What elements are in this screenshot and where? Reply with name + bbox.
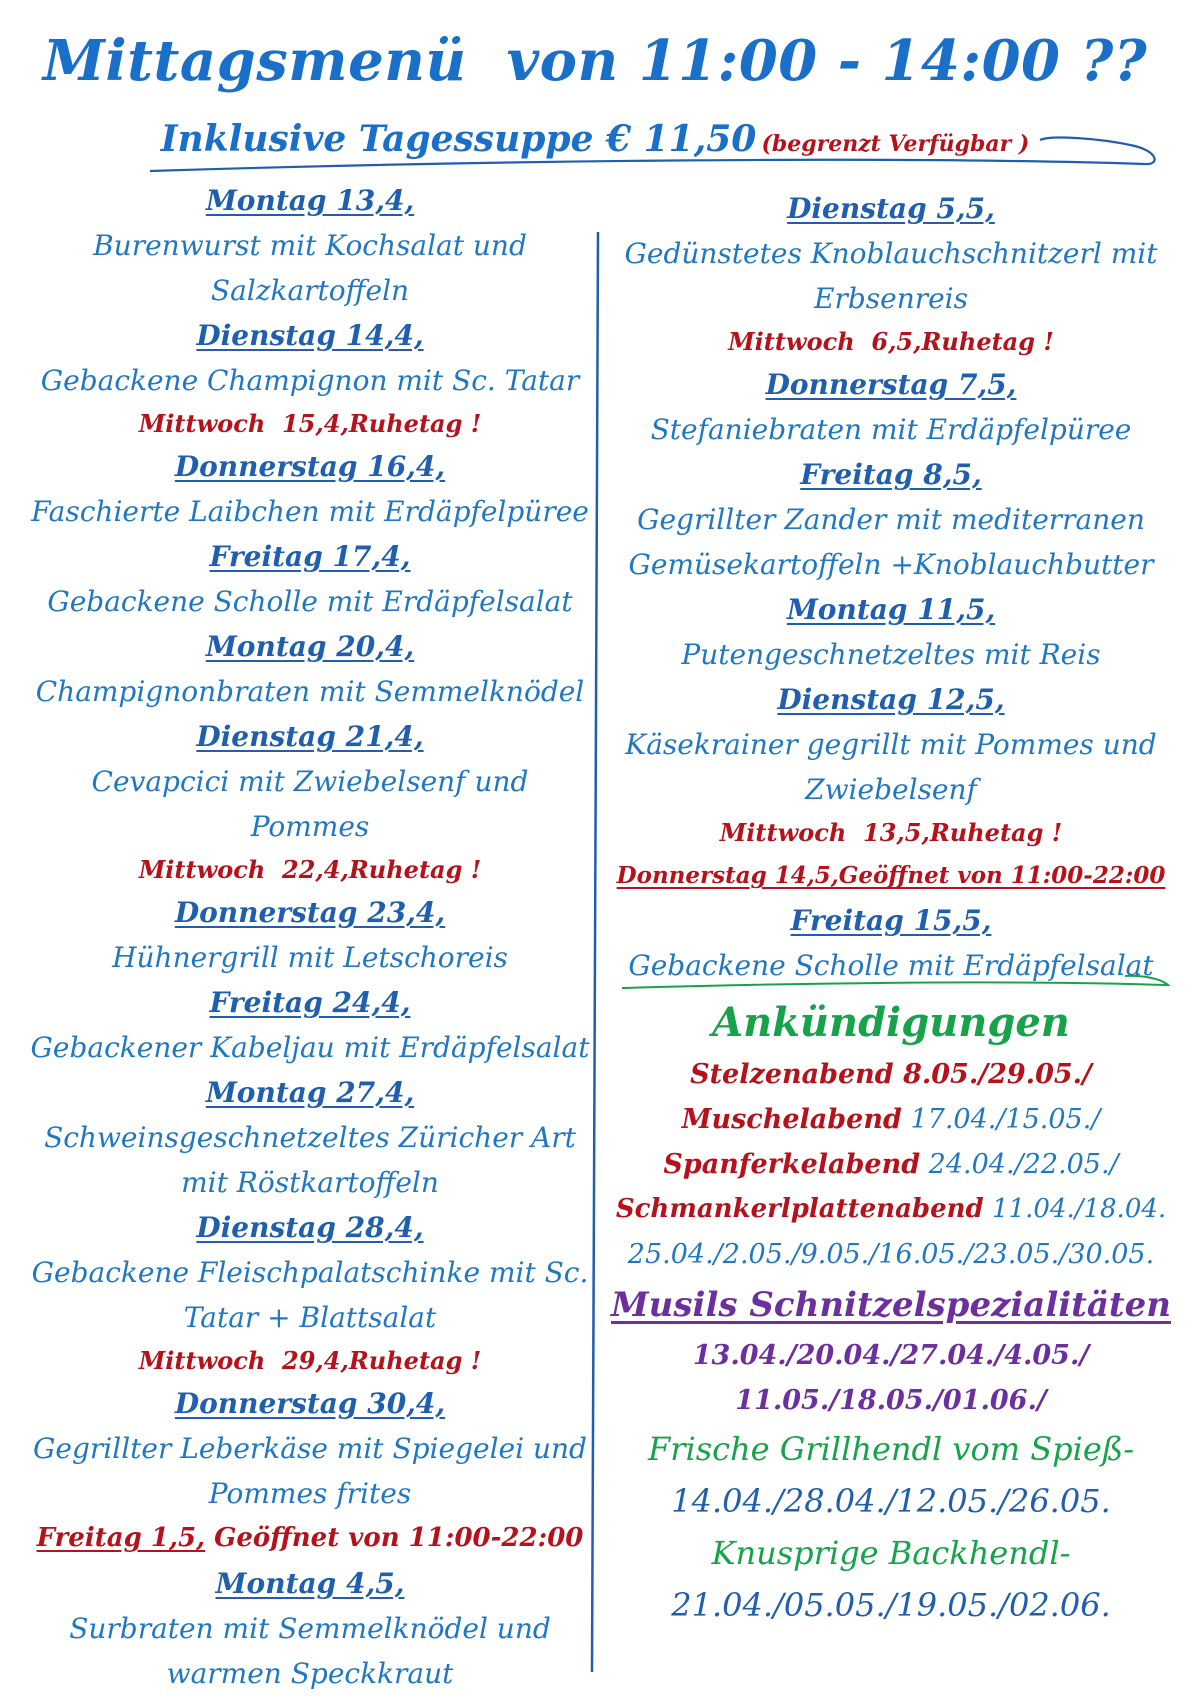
event-name: Stelzenabend 8.05./29.05./	[690, 1059, 1092, 1090]
event-dates: 17.04./15.05./	[901, 1104, 1101, 1135]
dish-text: Putengeschnetzeltes mit Reis	[681, 638, 1101, 671]
dish-text: Gegrillter Zander mit mediterranen Gemüsekartoffeln +Knoblauchbutter	[628, 503, 1154, 581]
day-heading: Dienstag 5,5,	[787, 192, 995, 225]
event-extra-dates: 25.04./2.05./9.05./16.05./23.05./30.05.	[627, 1239, 1155, 1270]
day-heading: Donnerstag 7,5,	[765, 368, 1017, 401]
day-heading: Freitag 17,4,	[209, 540, 411, 573]
day-heading: Montag 11,5,	[786, 593, 996, 626]
day-heading: Donnerstag 30,4,	[174, 1387, 446, 1420]
day-heading: Dienstag 21,4,	[196, 720, 424, 753]
day-heading: Montag 27,4,	[205, 1076, 415, 1109]
dish-text: Hühnergrill mit Letschoreis	[112, 941, 508, 974]
header-swoosh	[150, 138, 1155, 171]
day-heading: Dienstag 28,4,	[196, 1211, 424, 1244]
day-heading: Freitag 8,5,	[800, 458, 982, 491]
day-heading: Dienstag 14,4,	[196, 319, 424, 352]
dish-text: Cevapcici mit Zwiebelsenf und Pommes	[91, 765, 529, 843]
event-name: Schmankerlplattenabend	[615, 1194, 984, 1224]
musil-dates-1: 13.04./20.04./27.04./4.05./	[692, 1340, 1090, 1371]
subtitle-note: (begrenzt Verfügbar )	[761, 131, 1030, 157]
day-heading: Montag 4,5,	[215, 1567, 405, 1600]
event-line	[608, 1187, 1174, 1232]
closed-notice: Mittwoch 15,4,Ruhetag !	[138, 409, 482, 438]
dish-text: Gebackene Champignon mit Sc. Tatar	[40, 364, 580, 397]
day-heading: Donnerstag 23,4,	[174, 896, 446, 929]
dish-text: Gebackene Scholle mit Erdäpfelsalat	[628, 949, 1154, 982]
closed-notice: Mittwoch 29,4,Ruhetag !	[138, 1346, 482, 1375]
announcements-heading: Ankündigungen	[712, 999, 1070, 1046]
musil-dates-2: 11.05./18.05./01.06./	[735, 1385, 1047, 1416]
dish-text: Gebackene Fleischpalatschinke mit Sc. Tatar + Blattsalat	[31, 1256, 589, 1334]
backhendl-dates: 21.04./05.05./19.05./02.06.	[671, 1586, 1111, 1624]
closed-notice: Mittwoch 22,4,Ruhetag !	[138, 855, 482, 884]
open-text: Donnerstag 14,5,Geöffnet von 11:00-22:00	[616, 862, 1166, 889]
dish-text: Champignonbraten mit Semmelknödel	[35, 675, 585, 708]
day-heading: Montag 13,4,	[205, 184, 415, 217]
day-heading: Dienstag 12,5,	[777, 683, 1005, 716]
page-title: Mittagsmenü von 11:00 - 14:00 ??	[42, 28, 1148, 94]
dish-text: Gedünstetes Knoblauchschnitzerl mit Erbsenreis	[624, 237, 1158, 315]
grill-title: Frische Grillhendl vom Spieß-	[647, 1430, 1135, 1468]
open-notice	[608, 853, 1174, 898]
column-divider	[592, 232, 598, 1672]
right-column	[608, 186, 1174, 1631]
open-day: Freitag 1,5,	[36, 1523, 206, 1553]
event-dates: 11.04./18.04.	[983, 1194, 1167, 1224]
dish-text: Gebackene Scholle mit Erdäpfelsalat	[47, 585, 573, 618]
day-heading: Freitag 15,5,	[790, 904, 992, 937]
dish-text: Gebackener Kabeljau mit Erdäpfelsalat	[30, 1031, 590, 1064]
backhendl-title: Knusprige Backhendl-	[711, 1534, 1071, 1572]
open-notice	[30, 1516, 590, 1561]
event-name: Muschelabend	[681, 1104, 902, 1135]
dish-text: Surbraten mit Semmelknödel und warmen Speckkraut	[69, 1612, 551, 1690]
closed-notice: Mittwoch 13,5,Ruhetag !	[719, 818, 1063, 847]
subtitle-text: Inklusive Tagessuppe € 11,50	[160, 118, 757, 160]
event-line	[608, 1097, 1174, 1142]
dish-text: Schweinsgeschnetzeltes Züricher Art mit Röstkartoffeln	[44, 1121, 576, 1199]
day-heading: Freitag 24,4,	[209, 986, 411, 1019]
dish-text: Gegrillter Leberkäse mit Spiegelei und Pommes frites	[33, 1432, 587, 1510]
musil-heading: Musils Schnitzelspezialitäten	[611, 1285, 1171, 1325]
open-text: Geöffnet von 11:00-22:00	[205, 1523, 584, 1553]
dish-text: Käsekrainer gegrillt mit Pommes und Zwiebelsenf	[625, 728, 1157, 806]
closed-notice: Mittwoch 6,5,Ruhetag !	[728, 327, 1054, 356]
event-name: Spanferkelabend	[663, 1149, 921, 1180]
dish-text: Stefaniebraten mit Erdäpfelpüree	[650, 413, 1132, 446]
event-dates: 24.04./22.05./	[920, 1149, 1119, 1180]
grill-dates: 14.04./28.04./12.05./26.05.	[671, 1482, 1111, 1520]
day-heading: Montag 20,4,	[205, 630, 415, 663]
dish-text: Faschierte Laibchen mit Erdäpfelpüree	[31, 495, 589, 528]
event-line	[608, 1142, 1174, 1187]
dish-text: Burenwurst mit Kochsalat und Salzkartoffeln	[93, 229, 527, 307]
left-column	[30, 178, 590, 1696]
day-heading: Donnerstag 16,4,	[174, 450, 446, 483]
event-line	[608, 1052, 1174, 1097]
